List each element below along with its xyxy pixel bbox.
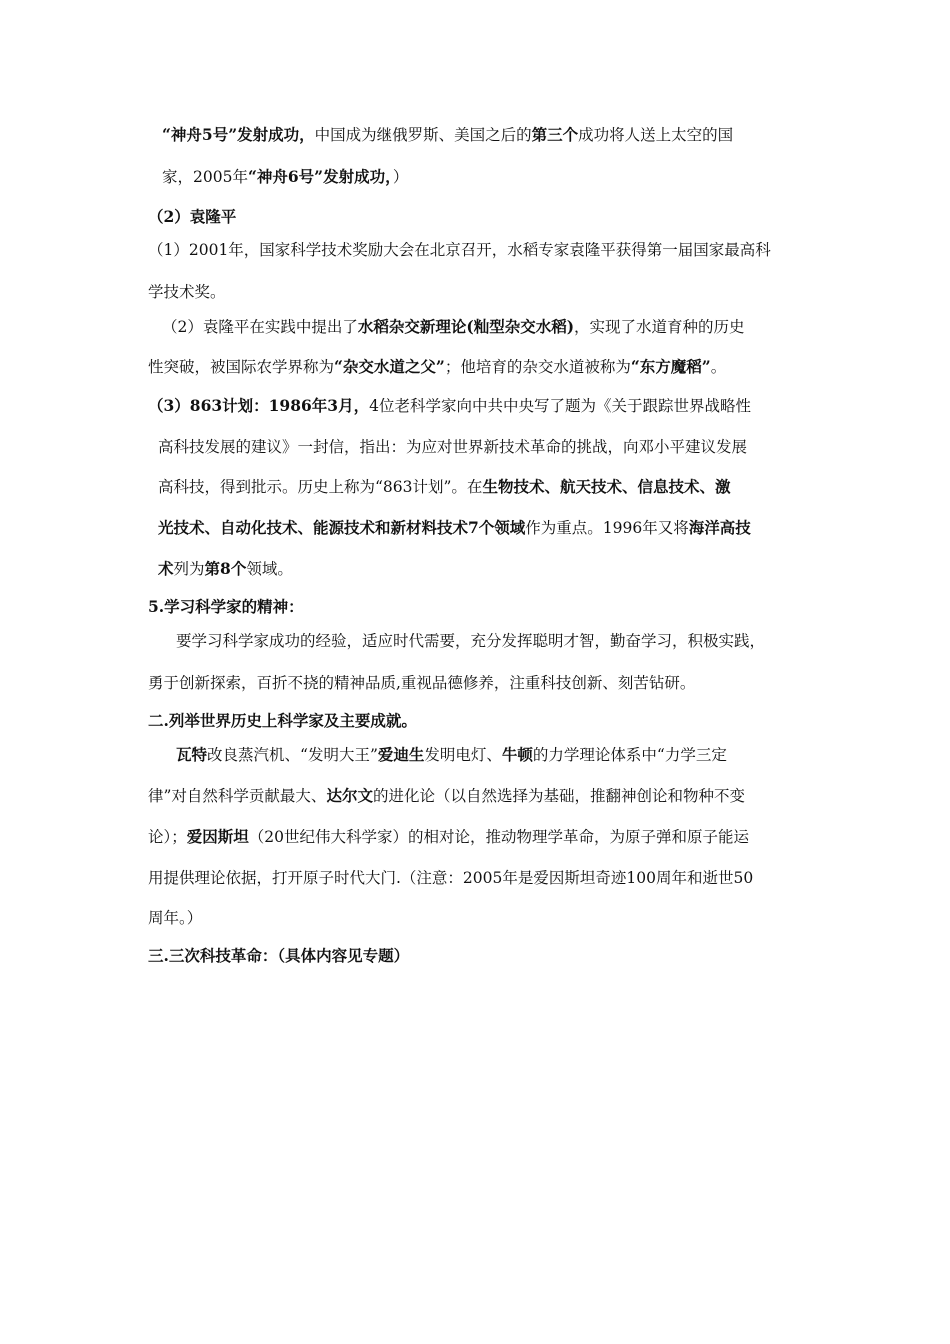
section-heading — [148, 946, 409, 966]
text-line — [148, 868, 753, 888]
text-run: （1）2001年，国家科学技术奖励大会在北京召开，水稻专家袁隆平获得第一届国家最高科 — [148, 241, 771, 259]
text-line — [148, 786, 745, 806]
bold-text-run: 光技术、自动化技术、能源技术和新材料技术7个领域 — [158, 518, 526, 537]
text-run: 高科技发展的建议》一封信，指出：为应对世界新技术革命的挑战，向邓小平建议发展 — [158, 438, 748, 456]
text-run: 家，2005年 — [162, 168, 248, 186]
bold-text-run: 达尔文 — [326, 786, 373, 805]
text-run: 学技术奖。 — [148, 283, 226, 301]
text-line — [148, 827, 749, 847]
bold-text-run: “杂交水道之父” — [334, 357, 445, 376]
bold-text-run: 爱因斯坦 — [186, 827, 249, 846]
text-line — [176, 631, 765, 651]
text-run: 4位老科学家向中共中央写了题为《关于跟踪世界战略性 — [369, 397, 751, 415]
text-line — [158, 518, 751, 538]
text-run: 性突破，被国际农学界称为 — [148, 358, 335, 376]
bold-text-run: 第8个 — [204, 559, 247, 578]
bold-text-run: （2）袁隆平 — [148, 207, 237, 226]
text-line — [158, 477, 730, 497]
bold-text-run: “神舟6号”发射成功， — [247, 167, 393, 186]
text-run: 律”对自然科学贡献最大、 — [148, 787, 327, 805]
text-run: 中国成为继俄罗斯、美国之后的 — [314, 126, 532, 144]
bold-text-run: 生物技术、航天技术、信息技术、激 — [482, 477, 731, 496]
section-heading — [148, 711, 417, 731]
text-run: 。 — [710, 358, 727, 376]
text-run: （20世纪伟大科学家）的相对论，推动物理学革命，为原子弹和原子能运 — [248, 828, 750, 846]
bold-text-run: （3）863计划：1986年3月， — [148, 396, 370, 415]
bold-text-run: 牛顿 — [501, 745, 533, 764]
text-line — [148, 240, 771, 260]
text-line — [158, 559, 293, 579]
bold-text-run: 海洋高技 — [688, 518, 751, 537]
text-line — [148, 673, 695, 693]
text-line — [148, 357, 726, 377]
text-line — [162, 167, 408, 187]
text-run: 的进化论（以自然选择为基础，推翻神创论和物种不变 — [372, 787, 745, 805]
text-line — [158, 437, 747, 457]
text-run: ；他培育的杂交水道被称为 — [444, 358, 631, 376]
section-heading — [148, 207, 236, 227]
text-run: 成功将人送上太空的国 — [578, 126, 734, 144]
text-run: 要学习科学家成功的经验，适应时代需要，充分发挥聪明才智，勤奋学习，积极实践， — [176, 632, 766, 650]
text-run: ，实现了水道育种的历史 — [574, 318, 745, 336]
text-run: 勇于创新探索，百折不挠的精神品质,重视品德修养，注重科技创新、刻苦钻研。 — [148, 674, 696, 692]
bold-text-run: 水稻杂交新理论(籼型杂交水稻) — [357, 317, 575, 336]
bold-text-run: 三.三次科技革命：（具体内容见专题） — [148, 946, 410, 965]
text-run: 高科技，得到批示。历史上称为“863计划”。在 — [158, 478, 483, 496]
bold-text-run: “东方魔稻” — [630, 357, 711, 376]
text-line — [148, 396, 751, 416]
section-heading — [148, 597, 304, 617]
text-run: （2）袁隆平在实践中提出了 — [162, 318, 358, 336]
bold-text-run: 爱迪生 — [377, 745, 425, 764]
text-run: 的力学理论体系中“力学三定 — [532, 746, 727, 764]
bold-text-run: “神舟5号”发射成功， — [162, 125, 315, 144]
text-run: 领域。 — [246, 560, 293, 578]
text-line — [148, 908, 202, 928]
bold-text-run: 术 — [158, 559, 174, 578]
text-run: ） — [392, 168, 409, 186]
text-run: 发明电灯、 — [424, 746, 502, 764]
bold-text-run: 第三个 — [531, 125, 579, 144]
text-run: 作为重点。1996年又将 — [525, 519, 689, 537]
bold-text-run: 5.学习科学家的精神： — [148, 597, 304, 616]
text-run: 改良蒸汽机、“发明大王” — [207, 746, 378, 764]
text-run: 用提供理论依据，打开原子时代大门.（注意：2005年是爱因斯坦奇迹100周年和逝世50 — [148, 869, 754, 887]
bold-text-run: 二.列举世界历史上科学家及主要成就。 — [148, 711, 417, 730]
text-line — [176, 745, 727, 765]
text-line — [148, 282, 226, 302]
text-run: 周年。） — [148, 909, 203, 927]
text-run: 论）； — [148, 828, 187, 846]
bold-text-run: 瓦特 — [176, 745, 208, 764]
text-line — [162, 125, 733, 145]
text-line — [162, 317, 745, 337]
text-run: 列为 — [173, 560, 205, 578]
